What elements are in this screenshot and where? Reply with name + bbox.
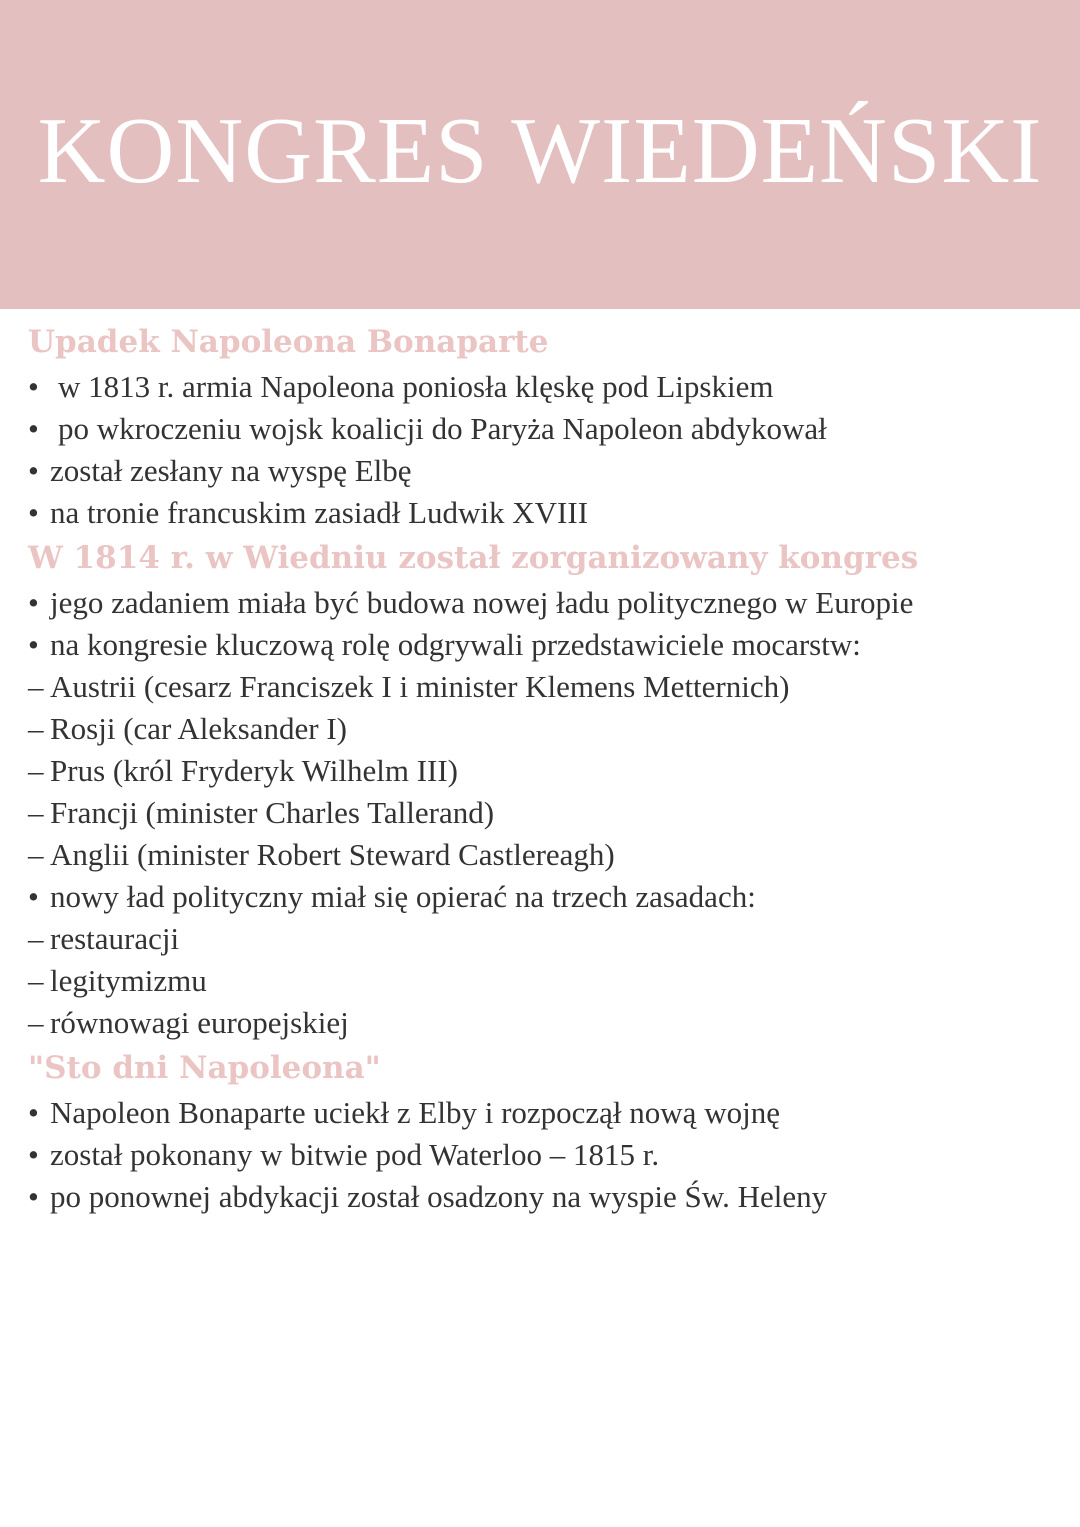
list-item-text: został zesłany na wyspę Elbę xyxy=(50,453,412,488)
list-item xyxy=(28,834,1068,876)
bullet-marker: • xyxy=(28,1095,39,1130)
dash-marker: – xyxy=(28,921,44,956)
bullet-marker: • xyxy=(28,585,39,620)
title-banner xyxy=(0,0,1080,309)
list-item xyxy=(28,1092,1068,1134)
list-item xyxy=(28,666,1068,708)
list-item xyxy=(28,1134,1068,1176)
list-item-text: Austrii (cesarz Franciszek I i minister Klemens Metternich) xyxy=(50,669,790,704)
dash-marker: – xyxy=(28,837,44,872)
list-item-text: po ponownej abdykacji został osadzony na wyspie Św. Heleny xyxy=(50,1179,828,1214)
list-item xyxy=(28,450,1068,492)
dash-marker: – xyxy=(28,1005,44,1040)
bullet-marker: • xyxy=(28,411,39,446)
list-item-text: równowagi europejskiej xyxy=(50,1005,349,1040)
list-item-text: w 1813 r. armia Napoleona poniosła klęskę pod Lipskiem xyxy=(58,369,774,404)
list-item-text: na tronie francuskim zasiadł Ludwik XVIII xyxy=(50,495,589,530)
list-item-text: został pokonany w bitwie pod Waterloo – 1815 r. xyxy=(50,1137,660,1172)
section-heading: Upadek Napoleona Bonaparte xyxy=(28,324,549,360)
list-item xyxy=(28,960,1068,1002)
list-item xyxy=(28,750,1068,792)
bullet-marker: • xyxy=(28,879,39,914)
bullet-marker: • xyxy=(28,627,39,662)
section-hundred-days xyxy=(28,1044,1068,1218)
list-item xyxy=(28,708,1068,750)
list-item-text: Napoleon Bonaparte uciekł z Elby i rozpoczął nową wojnę xyxy=(50,1095,780,1130)
list-item-text: po wkroczeniu wojsk koalicji do Paryża Napoleon abdykował xyxy=(58,411,827,446)
list-item xyxy=(28,582,1068,624)
list-item-text: jego zadaniem miała być budowa nowej ładu politycznego w Europie xyxy=(50,585,914,620)
section-heading: W 1814 r. w Wiedniu został zorganizowany kongres xyxy=(28,540,919,576)
list-item-text: nowy ład polityczny miał się opierać na trzech zasadach: xyxy=(50,879,756,914)
bullet-marker: • xyxy=(28,369,39,404)
dash-marker: – xyxy=(28,963,44,998)
list-item xyxy=(28,876,1068,918)
bullet-marker: • xyxy=(28,1179,39,1214)
list-item xyxy=(28,1002,1068,1044)
list-item xyxy=(28,408,1068,450)
bullet-marker: • xyxy=(28,453,39,488)
list-item-text: Rosji (car Aleksander I) xyxy=(50,711,347,746)
list-item xyxy=(28,366,1068,408)
document-body xyxy=(28,318,1068,1218)
list-item-text: restauracji xyxy=(50,921,180,956)
section-heading: "Sto dni Napoleona" xyxy=(28,1050,381,1086)
list-item-text: Anglii (minister Robert Steward Castlereagh) xyxy=(50,837,615,872)
list-item-text: Prus (król Fryderyk Wilhelm III) xyxy=(50,753,458,788)
list-item xyxy=(28,624,1068,666)
dash-marker: – xyxy=(28,669,44,704)
dash-marker: – xyxy=(28,795,44,830)
list-item xyxy=(28,792,1068,834)
dash-marker: – xyxy=(28,711,44,746)
list-item-text: Francji (minister Charles Tallerand) xyxy=(50,795,495,830)
section-vienna-congress xyxy=(28,534,1068,1044)
list-item-text: na kongresie kluczową rolę odgrywali przedstawiciele mocarstw: xyxy=(50,627,861,662)
bullet-marker: • xyxy=(28,1137,39,1172)
page-title: KONGRES WIEDEŃSKI xyxy=(37,99,1043,203)
bullet-marker: • xyxy=(28,495,39,530)
list-item-text: legitymizmu xyxy=(50,963,207,998)
list-item xyxy=(28,918,1068,960)
list-item xyxy=(28,1176,1068,1218)
list-item xyxy=(28,492,1068,534)
section-napoleon-downfall xyxy=(28,318,1068,534)
dash-marker: – xyxy=(28,753,44,788)
